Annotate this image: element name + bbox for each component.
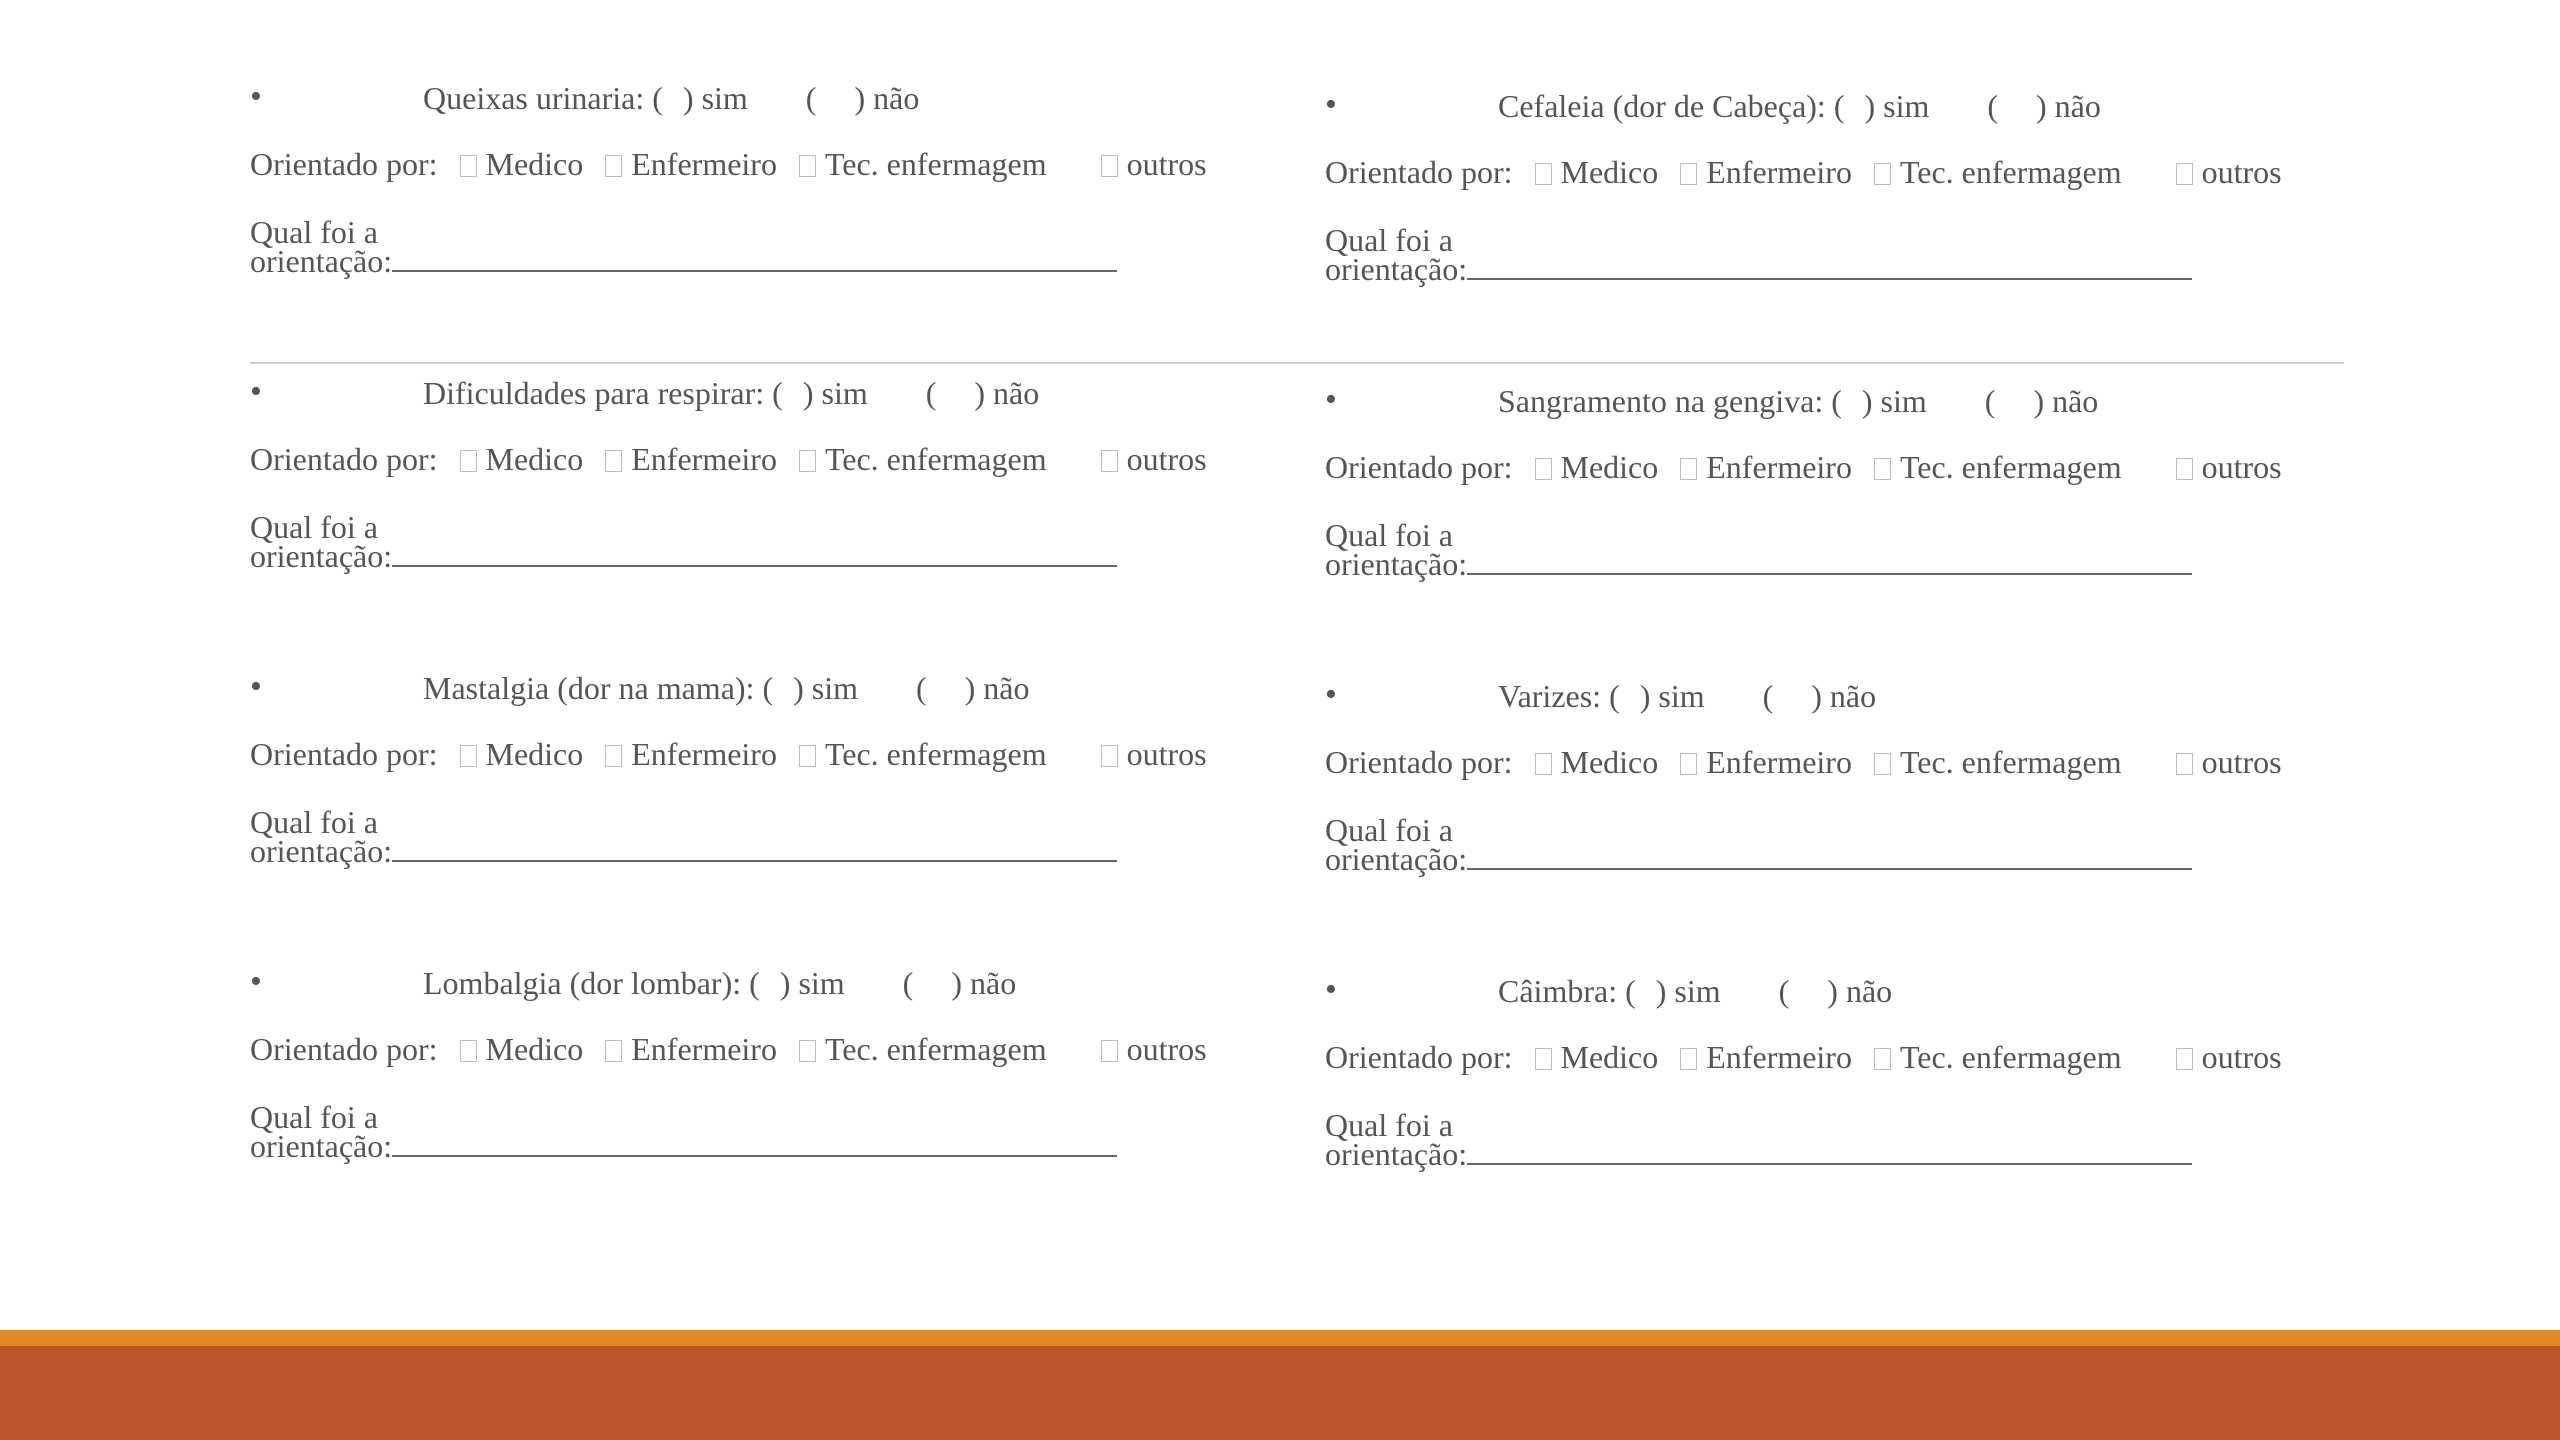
- form-item-1: [250, 78, 1290, 279]
- checkbox-option-outros[interactable]: [2162, 449, 2282, 485]
- yes-option-label: ) sim: [1655, 973, 1721, 1009]
- bullet-icon: •: [1325, 381, 1337, 418]
- bullet-icon: •: [250, 963, 262, 1000]
- checkbox-option-medico[interactable]: [1521, 449, 1659, 485]
- bullet-icon: •: [250, 373, 262, 410]
- yes-open-paren: (: [772, 375, 783, 411]
- checkbox-icon[interactable]: [1535, 753, 1552, 775]
- checkbox-icon[interactable]: [460, 155, 477, 177]
- checkbox-option-enfermeiro[interactable]: [591, 146, 777, 182]
- no-option[interactable]: [1779, 975, 1893, 1007]
- checkbox-label: Medico: [1560, 154, 1659, 190]
- no-option[interactable]: [1985, 385, 2099, 417]
- checkbox-icon[interactable]: [605, 1040, 622, 1062]
- orientation-label-line2: orientação:: [250, 833, 393, 869]
- question-row: [1325, 381, 2365, 421]
- checkbox-option-medico[interactable]: [446, 146, 584, 182]
- orientation-answer-line[interactable]: [392, 860, 1117, 862]
- question-row: [250, 373, 1290, 413]
- checkbox-icon[interactable]: [799, 745, 816, 767]
- yes-open-paren: (: [1609, 678, 1620, 714]
- checkbox-label: Medico: [1560, 744, 1659, 780]
- orientation-answer-line[interactable]: [1467, 573, 2192, 575]
- checkbox-icon[interactable]: [1101, 1040, 1118, 1062]
- checkbox-label: Enfermeiro: [631, 441, 777, 477]
- question-label: Sangramento na gengiva:: [1498, 383, 1824, 419]
- checkbox-option-outros[interactable]: [1087, 736, 1207, 772]
- question-row: [250, 78, 1290, 118]
- no-open-paren: (: [1987, 88, 1999, 124]
- orientation-label-line1: Qual foi a: [250, 804, 378, 840]
- yes-option[interactable]: [1609, 680, 1705, 712]
- checkbox-icon[interactable]: [460, 745, 477, 767]
- checkbox-icon[interactable]: [1680, 1048, 1697, 1070]
- orientation-question: [250, 1099, 1117, 1164]
- bullet-icon: •: [1325, 971, 1337, 1008]
- checkbox-icon[interactable]: [1101, 450, 1118, 472]
- oriented-by-row: [250, 443, 1207, 475]
- checkbox-option-enfermeiro[interactable]: [1666, 154, 1852, 190]
- checkbox-icon[interactable]: [1680, 753, 1697, 775]
- checkbox-label: outros: [1126, 146, 1207, 182]
- yes-option[interactable]: [772, 377, 868, 409]
- checkbox-label: Medico: [485, 736, 584, 772]
- yes-open-paren: (: [1833, 88, 1845, 124]
- question-row: [1325, 86, 2365, 126]
- no-option-label: ) não: [1827, 973, 1893, 1009]
- bullet-icon: •: [1325, 86, 1337, 123]
- no-option[interactable]: [1987, 90, 2101, 122]
- checkbox-icon[interactable]: [1874, 163, 1891, 185]
- checkbox-icon[interactable]: [2176, 1048, 2193, 1070]
- no-option[interactable]: [916, 672, 1030, 704]
- checkbox-icon[interactable]: [1101, 745, 1118, 767]
- yes-option-label: ) sim: [1864, 88, 1930, 124]
- no-option-label: ) não: [2036, 88, 2101, 124]
- oriented-by-label: Orientado por:: [250, 146, 438, 182]
- orientation-label-line2: orientação:: [250, 243, 393, 279]
- form-item-7: [250, 963, 1290, 1164]
- yes-open-paren: (: [652, 80, 663, 116]
- form-item-6: [1325, 676, 2365, 877]
- checkbox-option-tec-enfermagem[interactable]: [785, 441, 1047, 477]
- oriented-by-label: Orientado por:: [250, 1031, 438, 1067]
- question-label: Câimbra:: [1498, 973, 1618, 1009]
- oriented-by-row: [1325, 156, 2282, 188]
- yes-option-label: ) sim: [793, 670, 858, 706]
- no-option[interactable]: [903, 967, 1017, 999]
- checkbox-label: Tec. enfermagem: [824, 441, 1047, 477]
- yes-open-paren: (: [749, 965, 760, 1001]
- checkbox-label: Tec. enfermagem: [1899, 1039, 2122, 1075]
- oriented-by-row: [250, 738, 1207, 770]
- checkbox-label: Tec. enfermagem: [1899, 449, 2122, 485]
- checkbox-label: Tec. enfermagem: [824, 1031, 1047, 1067]
- question-label: Cefaleia (dor de Cabeça):: [1498, 88, 1826, 124]
- orientation-question: [1325, 812, 2192, 877]
- form-item-8: [1325, 971, 2365, 1172]
- checkbox-label: Tec. enfermagem: [1899, 744, 2122, 780]
- oriented-by-label: Orientado por:: [250, 736, 438, 772]
- checkbox-option-enfermeiro[interactable]: [1666, 1039, 1852, 1075]
- footer-bar: [0, 1346, 2560, 1440]
- checkbox-label: Tec. enfermagem: [824, 736, 1047, 772]
- question-text-group: [1498, 975, 1892, 1007]
- oriented-by-row: [250, 148, 1207, 180]
- orientation-label-line1: Qual foi a: [1325, 517, 1453, 553]
- checkbox-icon[interactable]: [1535, 458, 1552, 480]
- checkbox-label: outros: [2201, 449, 2282, 485]
- checkbox-label: outros: [1126, 1031, 1207, 1067]
- yes-option-label: ) sim: [1639, 678, 1705, 714]
- no-open-paren: (: [1778, 973, 1790, 1009]
- question-row: [250, 963, 1290, 1003]
- checkbox-label: Enfermeiro: [1706, 449, 1852, 485]
- checkbox-label: outros: [2201, 1039, 2282, 1075]
- orientation-answer-line[interactable]: [392, 1155, 1117, 1157]
- oriented-by-label: Orientado por:: [1325, 449, 1513, 485]
- checkbox-option-outros[interactable]: [2162, 1039, 2282, 1075]
- oriented-by-label: Orientado por:: [1325, 1039, 1513, 1075]
- no-option-label: ) não: [854, 80, 920, 116]
- checkbox-icon[interactable]: [2176, 458, 2193, 480]
- question-text-group: [423, 82, 919, 114]
- checkbox-label: Enfermeiro: [1706, 744, 1852, 780]
- checkbox-option-outros[interactable]: [1087, 1031, 1207, 1067]
- no-option[interactable]: [806, 82, 920, 114]
- checkbox-label: Enfermeiro: [1706, 1039, 1852, 1075]
- no-option-label: ) não: [2033, 383, 2099, 419]
- orientation-question: [1325, 222, 2192, 287]
- checkbox-option-medico[interactable]: [1521, 1039, 1659, 1075]
- orientation-label-line2: orientação:: [1325, 841, 1468, 877]
- checkbox-option-outros[interactable]: [2162, 154, 2282, 190]
- checkbox-option-medico[interactable]: [1521, 744, 1659, 780]
- oriented-by-row: [1325, 746, 2282, 778]
- orientation-label-line1: Qual foi a: [250, 1099, 378, 1135]
- checkbox-label: Medico: [1560, 1039, 1659, 1075]
- checkbox-option-tec-enfermagem[interactable]: [1860, 154, 2122, 190]
- question-text-group: [1498, 90, 2101, 122]
- checkbox-option-tec-enfermagem[interactable]: [785, 146, 1047, 182]
- form-item-5: [250, 668, 1290, 869]
- checkbox-icon[interactable]: [1874, 753, 1891, 775]
- checkbox-option-enfermeiro[interactable]: [591, 1031, 777, 1067]
- orientation-label-line1: Qual foi a: [1325, 222, 1453, 258]
- no-option-label: ) não: [964, 670, 1030, 706]
- question-row: [250, 668, 1290, 708]
- checkbox-icon[interactable]: [605, 745, 622, 767]
- question-text-group: [423, 672, 1030, 704]
- checkbox-label: Enfermeiro: [631, 1031, 777, 1067]
- orientation-label-line1: Qual foi a: [250, 214, 378, 250]
- yes-open-paren: (: [762, 670, 774, 706]
- checkbox-label: Enfermeiro: [1706, 154, 1852, 190]
- orientation-label-line2: orientação:: [250, 1128, 393, 1164]
- orientation-question: [250, 804, 1117, 869]
- orientation-answer-line[interactable]: [392, 270, 1117, 272]
- oriented-by-row: [250, 1033, 1207, 1065]
- form-item-4: [1325, 381, 2365, 582]
- oriented-by-row: [1325, 1041, 2282, 1073]
- orientation-label-line2: orientação:: [1325, 546, 1468, 582]
- checkbox-icon[interactable]: [2176, 163, 2193, 185]
- no-open-paren: (: [1984, 383, 1996, 419]
- bullet-icon: •: [250, 668, 262, 705]
- checkbox-option-medico[interactable]: [446, 441, 584, 477]
- orientation-question: [1325, 517, 2192, 582]
- checkbox-option-tec-enfermagem[interactable]: [1860, 744, 2122, 780]
- checkbox-icon[interactable]: [799, 450, 816, 472]
- question-label: Varizes:: [1498, 678, 1602, 714]
- question-row: [1325, 971, 2365, 1011]
- yes-option[interactable]: [762, 672, 858, 704]
- orientation-question: [250, 509, 1117, 574]
- checkbox-label: Enfermeiro: [631, 736, 777, 772]
- orientation-answer-line[interactable]: [1467, 868, 2192, 870]
- no-option-label: ) não: [951, 965, 1017, 1001]
- checkbox-label: Medico: [485, 441, 584, 477]
- question-label: Lombalgia (dor lombar):: [423, 965, 742, 1001]
- no-option-label: ) não: [974, 375, 1040, 411]
- checkbox-option-medico[interactable]: [1521, 154, 1659, 190]
- question-label: Queixas urinaria:: [423, 80, 645, 116]
- no-open-paren: (: [925, 375, 937, 411]
- checkbox-option-enfermeiro[interactable]: [1666, 449, 1852, 485]
- checkbox-option-medico[interactable]: [446, 736, 584, 772]
- oriented-by-label: Orientado por:: [1325, 154, 1513, 190]
- no-open-paren: (: [915, 670, 927, 706]
- orientation-question: [250, 214, 1117, 279]
- checkbox-label: Medico: [485, 1031, 584, 1067]
- checkbox-icon[interactable]: [799, 155, 816, 177]
- checkbox-icon[interactable]: [605, 450, 622, 472]
- checkbox-icon[interactable]: [605, 155, 622, 177]
- orientation-label-line1: Qual foi a: [1325, 1107, 1453, 1143]
- checkbox-label: Medico: [485, 146, 584, 182]
- yes-option[interactable]: [1831, 385, 1927, 417]
- yes-option[interactable]: [652, 82, 748, 114]
- checkbox-icon[interactable]: [460, 450, 477, 472]
- question-text-group: [1498, 680, 1876, 712]
- yes-open-paren: (: [1831, 383, 1842, 419]
- yes-open-paren: (: [1625, 973, 1636, 1009]
- oriented-by-row: [1325, 451, 2282, 483]
- section-divider: [250, 362, 2344, 364]
- question-label: Mastalgia (dor na mama):: [423, 670, 755, 706]
- form-item-2: [1325, 86, 2365, 287]
- orientation-label-line1: Qual foi a: [250, 509, 378, 545]
- checkbox-icon[interactable]: [1101, 155, 1118, 177]
- checkbox-icon[interactable]: [2176, 753, 2193, 775]
- oriented-by-label: Orientado por:: [1325, 744, 1513, 780]
- checkbox-option-enfermeiro[interactable]: [591, 441, 777, 477]
- no-open-paren: (: [902, 965, 914, 1001]
- orientation-label-line1: Qual foi a: [1325, 812, 1453, 848]
- yes-option[interactable]: [749, 967, 845, 999]
- checkbox-label: outros: [2201, 744, 2282, 780]
- bullet-icon: •: [1325, 676, 1337, 713]
- yes-option-label: ) sim: [779, 965, 845, 1001]
- checkbox-option-tec-enfermagem[interactable]: [1860, 449, 2122, 485]
- no-option-label: ) não: [1811, 678, 1877, 714]
- checkbox-option-outros[interactable]: [2162, 744, 2282, 780]
- footer-accent-stripe: [0, 1330, 2560, 1346]
- orientation-label-line2: orientação:: [1325, 251, 1468, 287]
- checkbox-icon[interactable]: [1535, 163, 1552, 185]
- checkbox-label: Tec. enfermagem: [824, 146, 1047, 182]
- yes-option[interactable]: [1834, 90, 1930, 122]
- question-text-group: [423, 967, 1016, 999]
- checkbox-label: Enfermeiro: [631, 146, 777, 182]
- checkbox-label: outros: [2201, 154, 2282, 190]
- question-text-group: [1498, 385, 2098, 417]
- no-option[interactable]: [926, 377, 1040, 409]
- yes-option[interactable]: [1625, 975, 1721, 1007]
- yes-option-label: ) sim: [682, 80, 748, 116]
- orientation-answer-line[interactable]: [1467, 1163, 2192, 1165]
- checkbox-icon[interactable]: [799, 1040, 816, 1062]
- checkbox-icon[interactable]: [460, 1040, 477, 1062]
- checkbox-option-outros[interactable]: [1087, 146, 1207, 182]
- form-item-3: [250, 373, 1290, 574]
- question-text-group: [423, 377, 1039, 409]
- checkbox-icon[interactable]: [1874, 458, 1891, 480]
- checkbox-icon[interactable]: [1874, 1048, 1891, 1070]
- no-option[interactable]: [1763, 680, 1877, 712]
- checkbox-option-tec-enfermagem[interactable]: [785, 1031, 1047, 1067]
- checkbox-label: outros: [1126, 441, 1207, 477]
- checkbox-option-tec-enfermagem[interactable]: [1860, 1039, 2122, 1075]
- checkbox-icon[interactable]: [1680, 458, 1697, 480]
- no-open-paren: (: [1762, 678, 1774, 714]
- checkbox-label: Tec. enfermagem: [1899, 154, 2122, 190]
- no-open-paren: (: [805, 80, 817, 116]
- question-label: Dificuldades para respirar:: [423, 375, 765, 411]
- orientation-answer-line[interactable]: [392, 565, 1117, 567]
- checkbox-option-medico[interactable]: [446, 1031, 584, 1067]
- checkbox-icon[interactable]: [1680, 163, 1697, 185]
- checkbox-option-enfermeiro[interactable]: [1666, 744, 1852, 780]
- yes-option-label: ) sim: [1861, 383, 1927, 419]
- checkbox-label: outros: [1126, 736, 1207, 772]
- checkbox-option-tec-enfermagem[interactable]: [785, 736, 1047, 772]
- orientation-answer-line[interactable]: [1467, 278, 2192, 280]
- checkbox-option-enfermeiro[interactable]: [591, 736, 777, 772]
- orientation-label-line2: orientação:: [1325, 1136, 1468, 1172]
- checkbox-label: Medico: [1560, 449, 1659, 485]
- oriented-by-label: Orientado por:: [250, 441, 438, 477]
- yes-option-label: ) sim: [802, 375, 868, 411]
- orientation-label-line2: orientação:: [250, 538, 393, 574]
- question-row: [1325, 676, 2365, 716]
- orientation-question: [1325, 1107, 2192, 1172]
- checkbox-option-outros[interactable]: [1087, 441, 1207, 477]
- bullet-icon: •: [250, 78, 262, 115]
- checkbox-icon[interactable]: [1535, 1048, 1552, 1070]
